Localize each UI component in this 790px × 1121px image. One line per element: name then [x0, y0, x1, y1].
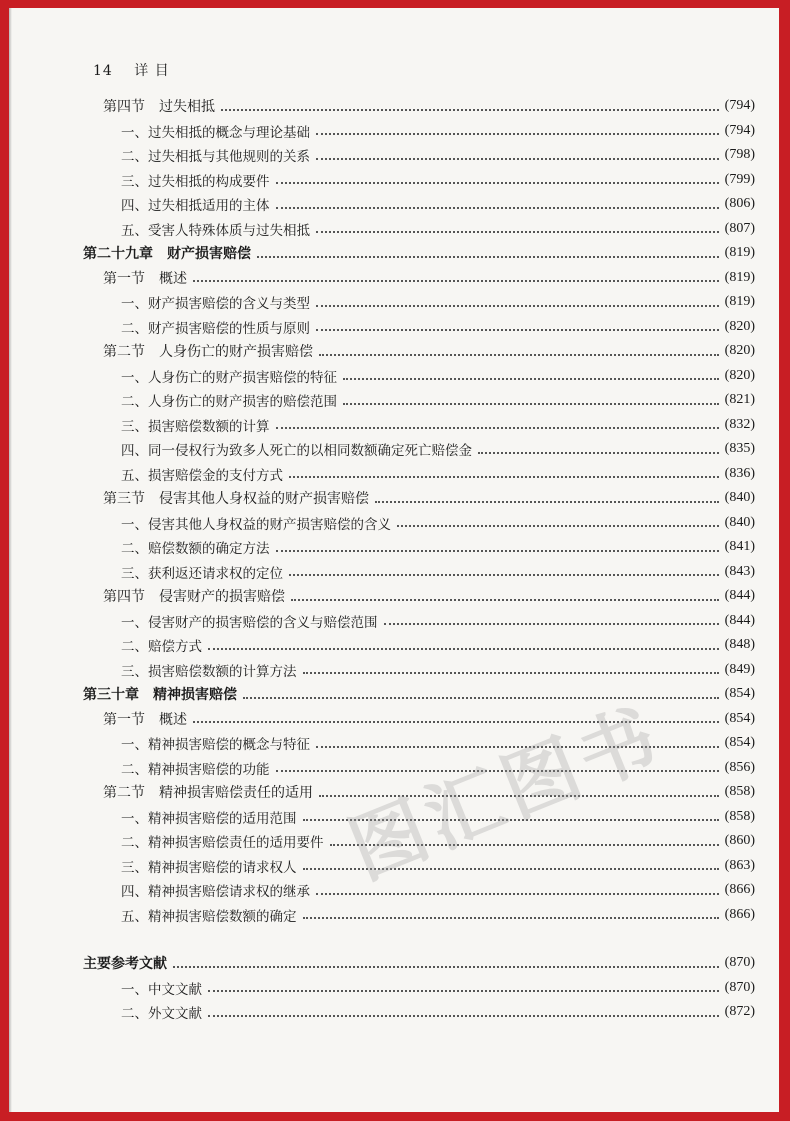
toc-entry-title: 第二节 精神损害赔偿责任的适用 — [103, 785, 313, 801]
toc-entry-page: (836) — [724, 465, 755, 481]
dot-leader — [289, 475, 719, 478]
toc-entry-page: (835) — [724, 441, 755, 456]
toc-entry-page: (844) — [724, 588, 755, 603]
toc-entry-page: (856) — [724, 759, 755, 775]
toc-entry-title: 二、财产损害赔偿的性质与原则 — [121, 320, 310, 337]
toc-entry-title: 一、中文文献 — [121, 981, 202, 998]
toc-entry-item — [9, 192, 779, 216]
header-title: 详 目 — [134, 63, 170, 79]
toc-entry-title: 三、损害赔偿数额的计算方法 — [121, 663, 297, 680]
header-page-number: 14 — [93, 63, 113, 79]
toc-entry-page: (854) — [724, 686, 755, 701]
toc-entry-title: 第三十章 精神损害赔偿 — [83, 687, 237, 703]
toc-entry-section — [9, 339, 779, 363]
toc-entry-title: 二、人身伤亡的财产损害的赔偿范围 — [121, 394, 337, 410]
dot-leader — [276, 181, 719, 184]
dot-leader — [343, 402, 719, 405]
dot-leader — [478, 451, 719, 454]
dot-leader — [375, 500, 719, 503]
toc-entry-item — [9, 315, 779, 339]
toc-entry-page: (863) — [724, 857, 755, 873]
toc-entry-title: 一、精神损害赔偿的概念与特征 — [121, 737, 310, 753]
toc-entry-title: 第一节 概述 — [103, 711, 187, 728]
dot-leader — [291, 598, 719, 601]
toc-entry-item — [9, 119, 779, 143]
toc-entry-chapter — [9, 951, 779, 975]
toc-entry-title: 第二节 人身伤亡的财产损害赔偿 — [103, 344, 313, 360]
document-page — [9, 8, 779, 1112]
toc-entry-title: 三、精神损害赔偿的请求权人 — [121, 859, 297, 876]
toc-entry-title: 三、损害赔偿数额的计算 — [121, 418, 270, 435]
dot-leader — [193, 279, 719, 282]
toc-entry-title: 第三节 侵害其他人身权益的财产损害赔偿 — [103, 491, 369, 507]
toc-entry-title: 一、人身伤亡的财产损害赔偿的特征 — [121, 369, 337, 386]
toc-entry-section — [9, 584, 779, 608]
toc-entry-title: 四、精神损害赔偿请求权的继承 — [121, 884, 310, 900]
toc-entry-chapter — [9, 682, 779, 706]
toc-entry-page: (799) — [724, 171, 755, 187]
toc-entry-page: (872) — [724, 1004, 755, 1019]
dot-leader — [316, 328, 719, 331]
dot-leader — [173, 965, 719, 968]
toc-entry-title: 一、过失相抵的概念与理论基础 — [121, 124, 310, 141]
dot-leader — [303, 916, 719, 919]
toc-entry-item — [9, 364, 779, 388]
toc-entry-title: 四、同一侵权行为致多人死亡的以相同数额确定死亡赔偿金 — [121, 443, 472, 459]
toc-entry-item — [9, 168, 779, 192]
toc-entry-page: (866) — [724, 906, 755, 922]
toc-entry-page: (819) — [724, 294, 755, 309]
toc-entry-item — [9, 976, 779, 1000]
toc-entry-page: (821) — [724, 392, 755, 407]
toc-entry-item — [9, 903, 779, 927]
toc-entry-page: (870) — [724, 979, 755, 995]
watermark: 图汇图书 — [336, 689, 675, 896]
dot-leader — [221, 108, 719, 111]
toc-entry-title: 二、赔偿方式 — [121, 639, 202, 655]
dot-leader — [319, 353, 719, 356]
toc-entry-page: (866) — [724, 882, 755, 897]
toc-entry-title: 二、精神损害赔偿责任的适用要件 — [121, 835, 324, 851]
toc-entry-item — [9, 290, 779, 314]
toc-entry-title: 一、侵害其他人身权益的财产损害赔偿的含义 — [121, 516, 391, 533]
dot-leader — [257, 255, 719, 258]
toc-entry-title: 第四节 过失相抵 — [103, 99, 215, 115]
dot-leader — [289, 573, 719, 576]
toc-entry-page: (870) — [724, 955, 755, 970]
toc-entry-page: (820) — [724, 343, 755, 358]
toc-entry-page: (820) — [724, 367, 755, 383]
toc-entry-title: 二、精神损害赔偿的功能 — [121, 761, 270, 778]
toc-entry-page: (858) — [724, 808, 755, 824]
toc-entry-chapter — [9, 241, 779, 265]
toc-entry-item — [9, 609, 779, 633]
dot-leader — [303, 671, 719, 674]
toc-entry-item — [9, 511, 779, 535]
toc-entry-title: 二、外文文献 — [121, 1006, 202, 1022]
dot-leader — [208, 1014, 719, 1017]
toc-entry-page: (840) — [724, 490, 755, 505]
dot-leader — [208, 647, 719, 650]
toc-entry-page: (832) — [724, 416, 755, 432]
toc-entry-title: 主要参考文献 — [83, 956, 167, 972]
toc-entry-title: 第四节 侵害财产的损害赔偿 — [103, 589, 285, 605]
toc-entry-page: (854) — [724, 710, 755, 726]
toc-entry-page: (860) — [724, 833, 755, 848]
toc-entry-item — [9, 1000, 779, 1024]
toc-entry-title: 一、精神损害赔偿的适用范围 — [121, 810, 297, 827]
dot-leader — [397, 524, 719, 527]
toc-entry-title: 第一节 概述 — [103, 270, 187, 287]
dot-leader — [276, 426, 719, 429]
page-header — [93, 60, 170, 80]
dot-leader — [208, 989, 719, 992]
toc-entry-title: 一、侵害财产的损害赔偿的含义与赔偿范围 — [121, 614, 378, 631]
toc-entry-title: 五、受害人特殊体质与过失相抵 — [121, 222, 310, 239]
toc-entry-title: 二、过失相抵与其他规则的关系 — [121, 149, 310, 165]
toc-entry-page: (844) — [724, 612, 755, 628]
toc-entry-page: (794) — [724, 122, 755, 138]
dot-leader — [243, 696, 719, 699]
toc-entry-title: 三、过失相抵的构成要件 — [121, 173, 270, 190]
dot-leader — [343, 377, 719, 380]
dot-leader — [316, 132, 719, 135]
toc-entry-page: (819) — [724, 245, 755, 260]
toc-entry-page: (843) — [724, 563, 755, 579]
toc-entry-title: 五、精神损害赔偿数额的确定 — [121, 908, 297, 925]
toc-entry-page: (798) — [724, 147, 755, 162]
toc-entry-item — [9, 413, 779, 437]
dot-leader — [316, 157, 719, 160]
dot-leader — [316, 304, 719, 307]
toc-entry-page: (841) — [724, 539, 755, 554]
toc-entry-page: (807) — [724, 220, 755, 236]
toc-entry-item — [9, 437, 779, 461]
toc-entry-page: (806) — [724, 196, 755, 211]
dot-leader — [384, 622, 719, 625]
toc-entry-section — [9, 707, 779, 731]
dot-leader — [276, 549, 719, 552]
toc-entry-item — [9, 535, 779, 559]
toc-entry-page: (840) — [724, 514, 755, 530]
toc-entry-title: 第二十九章 财产损害赔偿 — [83, 246, 251, 262]
toc-entry-title: 三、获利返还请求权的定位 — [121, 565, 283, 582]
dot-leader — [276, 206, 719, 209]
toc-entry-title: 五、损害赔偿金的支付方式 — [121, 467, 283, 484]
toc-entry-item — [9, 560, 779, 584]
toc-entry-item — [9, 633, 779, 657]
toc-entry-item — [9, 143, 779, 167]
toc-entry-item — [9, 217, 779, 241]
toc-entry-item — [9, 388, 779, 412]
dot-leader — [316, 230, 719, 233]
toc-entry-page: (849) — [724, 661, 755, 677]
toc-entry-section — [9, 486, 779, 510]
toc-entry-page: (794) — [724, 98, 755, 113]
toc-entry-section — [9, 266, 779, 290]
toc-entry-section — [9, 94, 779, 118]
toc-entry-page: (819) — [724, 269, 755, 285]
toc-entry-page: (858) — [724, 784, 755, 799]
toc-entry-title: 一、财产损害赔偿的含义与类型 — [121, 296, 310, 312]
toc-entry-item — [9, 462, 779, 486]
toc-entry-page: (848) — [724, 637, 755, 652]
toc-entry-title: 二、赔偿数额的确定方法 — [121, 541, 270, 557]
toc-entry-item — [9, 658, 779, 682]
toc-entry-title: 四、过失相抵适用的主体 — [121, 198, 270, 214]
toc-entry-page: (820) — [724, 318, 755, 334]
toc-entry-page: (854) — [724, 735, 755, 750]
